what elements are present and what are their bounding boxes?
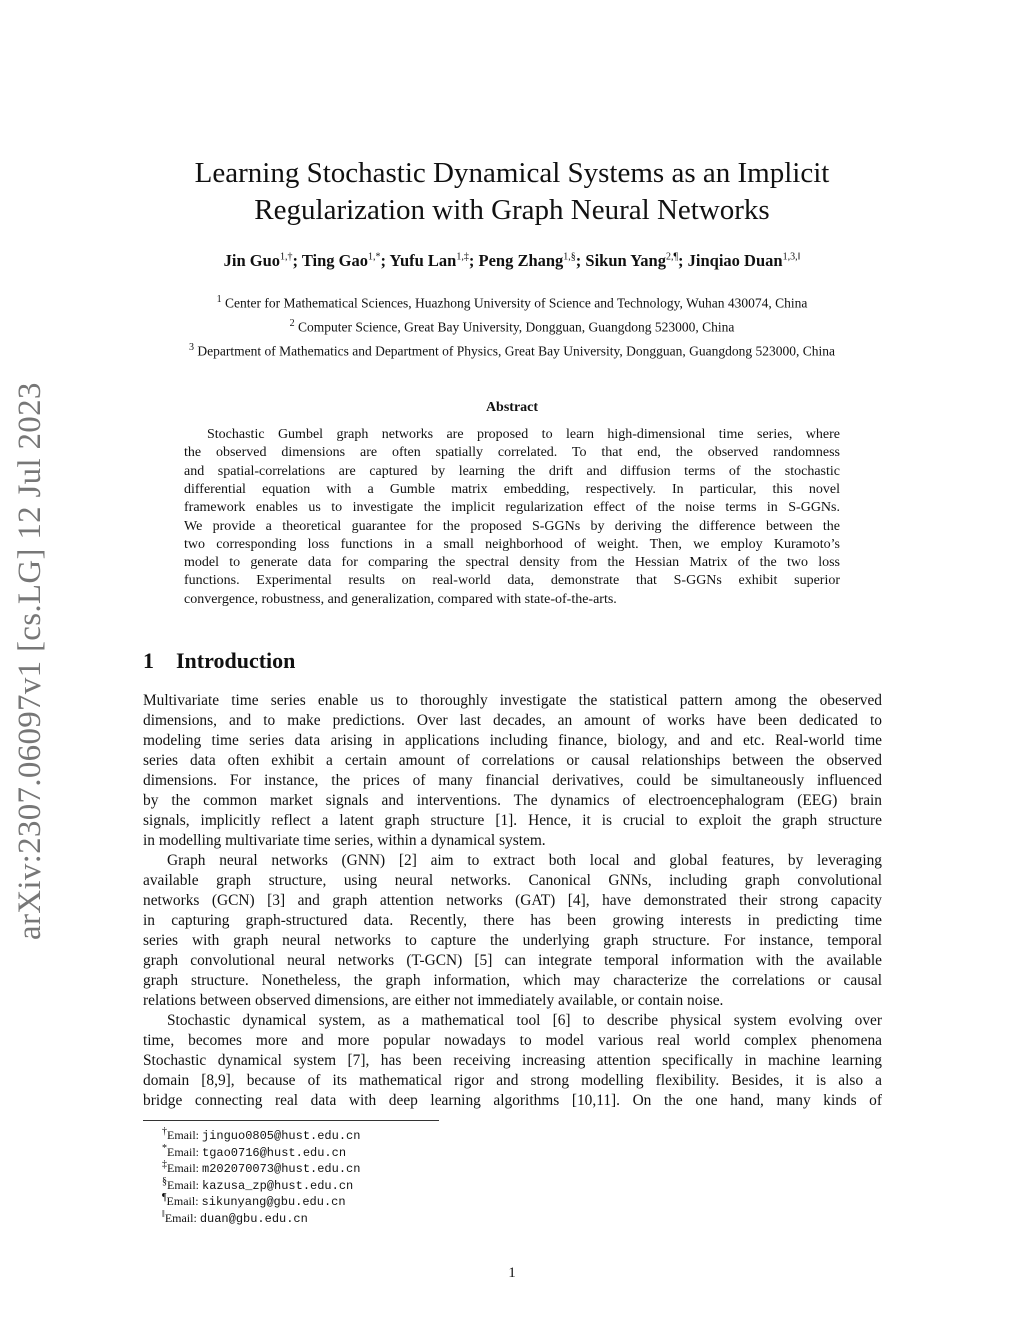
author-mark: 1,§ (563, 251, 576, 263)
body-line: graph structure. Nonetheless, the graph information, which may characterize the correlations or causal (143, 972, 882, 989)
body-line: bridge connecting real data with deep learning algorithms [10,11]. On the one hand, many kinds of (143, 1092, 882, 1109)
body-line: dimensions. For instance, the prices of many financial derivatives, could be simultaneously influenced (143, 772, 882, 789)
footnote-email: jinguo0805@hust.edu.cn (202, 1129, 361, 1143)
author-name: Jinqiao Duan (687, 251, 783, 270)
footnote-email: m202070073@hust.edu.cn (202, 1162, 361, 1176)
author-list (0, 251, 1024, 271)
affiliation-text: Computer Science, Great Bay University, Dongguan, Guangdong 523000, China (298, 319, 735, 335)
abstract-line: framework enables us to investigate the implicit regularization effect of the noise terms in S-GGNs. (184, 500, 840, 516)
author: Jin Guo$^{1,\dagger}$; (223, 251, 302, 270)
footnote-label: Email: (164, 1210, 197, 1225)
footnote-label: Email: (167, 1177, 199, 1192)
footnote-mark: ‡ (162, 1159, 167, 1170)
footnote (162, 1209, 308, 1226)
footnote-email: kazusa_zp@hust.edu.cn (202, 1178, 354, 1193)
body-line: Stochastic dynamical system [7], has been receiving increasing attention specifically in machine learning (143, 1052, 882, 1069)
body-line: available graph structure, using neural networks. Canonical GNNs, including graph convolutional (143, 872, 882, 889)
author-name: Peng Zhang (478, 251, 564, 270)
footnote-mark: * (162, 1142, 167, 1154)
body-line: in modelling multivariate time series, within a dynamical system. (143, 832, 546, 849)
body-line: by the common market signals and interventions. The dynamics of electroencephalogram (EEG) brain (143, 792, 882, 809)
footnote-rule (143, 1120, 439, 1121)
author-mark: 1,† (280, 251, 293, 263)
footnote-mark: ¶ (162, 1192, 167, 1203)
section-heading (143, 648, 317, 674)
author-name: Ting Gao (301, 251, 369, 270)
abstract-heading: Abstract (485, 400, 539, 415)
footnote (162, 1159, 360, 1176)
body-line: time, becomes more and more popular nowadays to model various real world complex phenomena (143, 1032, 882, 1049)
body-line: domain [8,9], because of its mathematical rigor and strong modelling flexibility. Besides, it is also a (143, 1072, 882, 1089)
body-line: relations between observed dimensions, are either not immediately available, or contain noise. (143, 992, 724, 1009)
section-number: 1 (143, 648, 154, 673)
footnote-label: Email: (167, 1161, 199, 1175)
footnote (162, 1176, 353, 1193)
author: Peng Zhang$^{1,\S}$; (478, 251, 586, 270)
author-name: Jin Guo (223, 251, 281, 270)
body-line: signals, implicitly reflect a latent graph structure [1]. Hence, it is crucial to exploit the graph structure (143, 812, 882, 829)
abstract-line: the observed dimensions are often spatially correlated. To that end, the observed randomness (184, 445, 840, 461)
title-line: Learning Stochastic Dynamical Systems as an Implicit (194, 157, 830, 189)
author-name: Yufu Lan (389, 251, 457, 270)
footnote-mark: § (162, 1175, 167, 1187)
arxiv-identifier: arXiv:2307.06097v1 [cs.LG] 12 Jul 2023 (12, 382, 48, 940)
affiliation-text: Department of Mathematics and Department of Physics, Great Bay University, Dongguan, Guangdong 523000, China (197, 343, 835, 359)
footnote (162, 1192, 346, 1209)
affiliation (0, 318, 1024, 336)
author: Yufu Lan$^{1,\ddagger}$; (389, 251, 479, 270)
body-line: Graph neural networks (GNN) [2] aim to extract both local and global features, by leveraging (167, 852, 882, 869)
abstract-line: two corresponding loss functions in a small neighborhood of weight. Then, we employ Kuramoto’s (184, 536, 840, 552)
footnote-label: Email: (167, 1128, 199, 1142)
footnote (162, 1143, 346, 1160)
author: Sikun Yang$^{2,\P}$; (585, 251, 688, 270)
author (688, 251, 801, 270)
body-line: in capturing graph-structured data. Recently, there has been growing interests in predicting time (143, 912, 882, 929)
body-line: Multivariate time series enable us to thoroughly investigate the statistical pattern among the obeserved (143, 692, 882, 709)
footnote-mark: ‖ (162, 1208, 165, 1220)
footnote-label: Email: (166, 1194, 199, 1208)
affiliation (0, 342, 1024, 360)
footnote (162, 1126, 360, 1143)
affiliation-mark: 1 (216, 294, 222, 305)
section-title: Introduction (176, 648, 296, 673)
body-line: graph convolutional neural networks (T-GCN) [5] can integrate temporal information with the available (143, 952, 882, 969)
footnote-email: duan@gbu.edu.cn (199, 1211, 308, 1226)
author-mark: 1,3,‖ (782, 251, 801, 263)
abstract-line: Stochastic Gumbel graph networks are proposed to learn high-dimensional time series, where (207, 427, 840, 442)
abstract-line: model to generate data for comparing the spectral density from the Hessian Matrix of the two loss (184, 555, 840, 571)
abstract-line: differential equation with a Gumble matrix embedding, respectively. In particular, this novel (184, 481, 840, 497)
abstract-line: functions. Experimental results on real-world data, demonstrate that S-GGNs exhibit superior (184, 573, 840, 589)
abstract-line: convergence, robustness, and generalization, compared with state-of-the-arts. (184, 591, 617, 607)
affiliation-mark: 3 (189, 342, 194, 353)
affiliation (0, 294, 1024, 312)
body-line: series with graph neural networks to capture the underlying graph structure. For instance, temporal (143, 932, 882, 949)
body-line: series data often exhibit a certain amount of correlations or causal relationships between the observed (143, 752, 882, 769)
body-line: dimensions, and to make predictions. Over last decades, an amount of works have been dedicated to (143, 712, 882, 729)
footnote-email: sikunyang@gbu.edu.cn (201, 1195, 346, 1209)
body-line: Stochastic dynamical system, as a mathematical tool [6] to describe physical system evolving over (167, 1012, 882, 1029)
abstract-line: and spatial-correlations are captured by learning the drift and diffusion terms of the stochastic (184, 463, 840, 479)
author: Ting Gao$^{1,*}$; (301, 251, 390, 270)
body-line: modeling time series data arising in applications including finance, biology, and and etc. Real-world time (143, 732, 882, 749)
paper-title (0, 155, 1024, 229)
body-line: networks (GCN) [3] and graph attention networks (GAT) [4], have demonstrated their strong capacity (143, 892, 882, 909)
footnote-email: tgao0716@hust.edu.cn (202, 1145, 347, 1160)
author-name: Sikun Yang (585, 251, 666, 270)
footnote-mark: † (162, 1126, 167, 1137)
affiliation-text: Center for Mathematical Sciences, Huazhong University of Science and Technology, Wuhan 430074, China (225, 295, 808, 311)
page-number: 1 (508, 1265, 516, 1281)
footnote-label: Email: (167, 1144, 199, 1159)
abstract-line: We provide a theoretical guarantee for the proposed S-GGNs by deriving the difference between the (184, 518, 840, 534)
author-mark: 1,* (368, 251, 381, 263)
author-mark: 2,¶ (666, 251, 679, 263)
author-mark: 1,‡ (456, 251, 469, 263)
title-line: Regularization with Graph Neural Networks (254, 194, 770, 226)
affiliation-mark: 2 (289, 318, 295, 329)
